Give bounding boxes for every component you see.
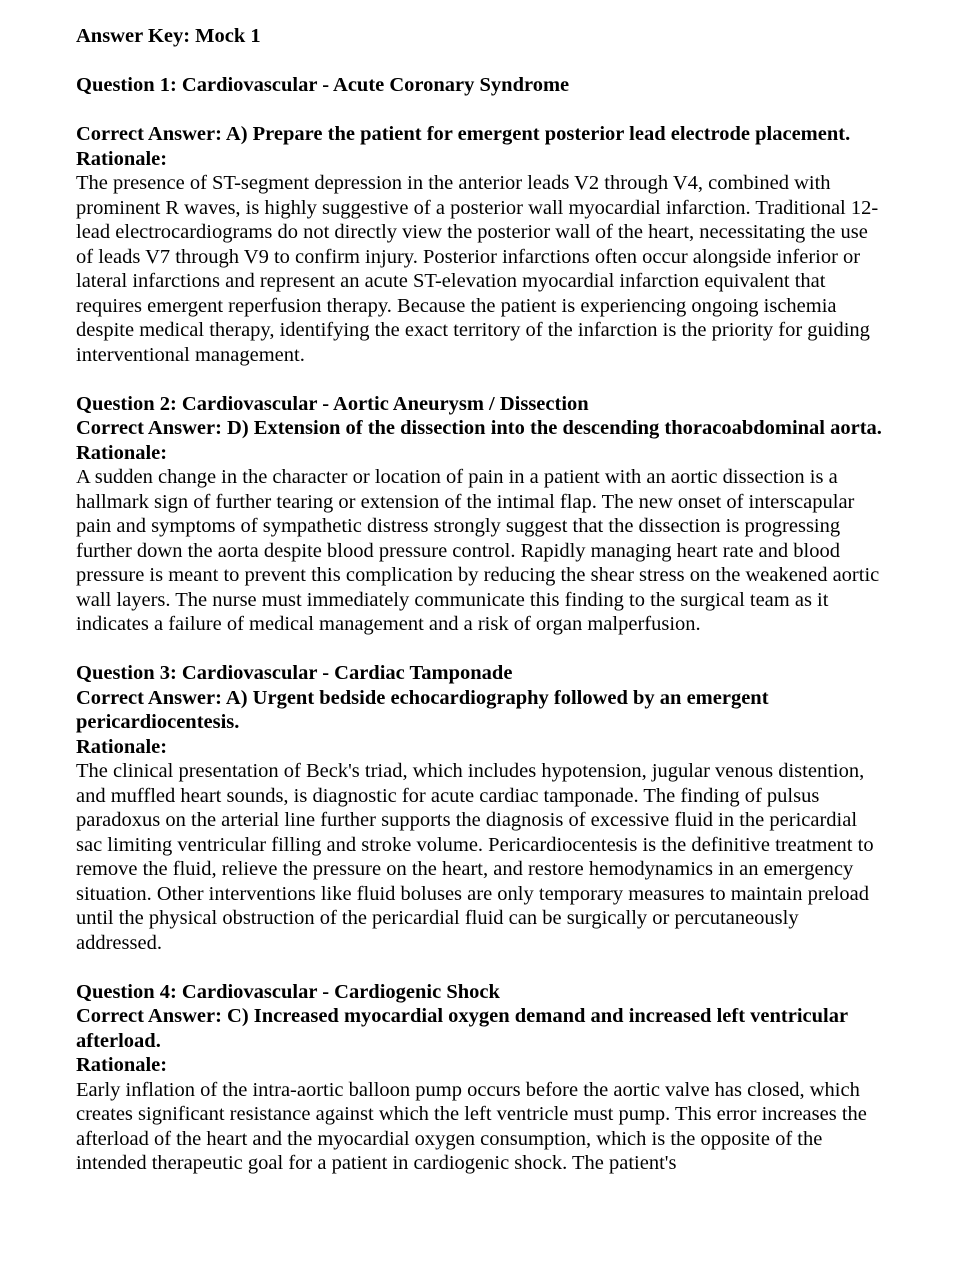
- rationale-text: Early inflation of the intra-aortic balloon pump occurs before the aortic valve has closed, which creates significant resistance against which the left ventricle must pump. This error increases the afterload of the heart and the myocardial oxygen consumption, which is the opposite of the intended therapeutic goal for a patient in cardiogenic shock. The patient's: [76, 1078, 867, 1174]
- question-heading: Question 1: Cardiovascular - Acute Coronary Syndrome: [76, 74, 570, 96]
- question-heading: Question 3: Cardiovascular - Cardiac Tamponade: [76, 662, 513, 684]
- rationale-text: A sudden change in the character or location of pain in a patient with an aortic dissection is a hallmark sign of further tearing or extension of the intimal flap. The new onset of interscapular pain and symptoms of sympathetic distress strongly suggest that the dissection is progressing further down the aorta despite blood pressure control. Rapidly managing heart rate and blood pressure is meant to prevent this complication by reducing the shear stress on the weakened aortic wall layers. The nurse must immediately communicate this finding to the surgical team as it indicates a failure of medical management and a risk of organ malperfusion.: [76, 466, 880, 635]
- correct-answer: Correct Answer: D) Extension of the dissection into the descending thoracoabdominal aorta.: [76, 417, 882, 439]
- question-heading: Question 2: Cardiovascular - Aortic Aneurysm / Dissection: [76, 392, 589, 415]
- question-block-1: [76, 73, 888, 367]
- rationale-text: The presence of ST-segment depression in the anterior leads V2 through V4, combined with prominent R waves, is highly suggestive of a posterior wall myocardial infarction. Traditional 12-lead electrocardiograms do not directly view the posterior wall of the heart, necessitating the use of leads V7 through V9 to confirm injury. Posterior infarctions often occur alongside inferior or lateral infarctions and represent an acute ST-elevation myocardial infarction equivalent that requires emergent reperfusion therapy. Because the patient is experiencing ongoing ischemia despite medical therapy, identifying the exact territory of the infarction is the priority for guiding interventional management.: [76, 172, 879, 366]
- question-block-2: [76, 392, 888, 637]
- rationale-label: Rationale:: [76, 1054, 168, 1076]
- rationale-label: Rationale:: [76, 147, 168, 170]
- document-title: Answer Key: Mock 1: [76, 25, 261, 47]
- rationale-text: The clinical presentation of Beck's triad, which includes hypotension, jugular venous distention, and muffled heart sounds, is diagnostic for acute cardiac tamponade. The finding of pulsus paradoxus on the arterial line further supports the diagnosis of excessive fluid in the pericardial sac limiting ventricular filling and stroke volume. Pericardiocentesis is the definitive treatment to remove the fluid, relieve the pressure on the heart, and restore hemodynamics in an emergency situation. Other interventions like fluid boluses are only temporary measures to maintain preload until the physical obstruction of the pericardial fluid can be surgically or percutaneously addressed.: [76, 760, 874, 954]
- correct-answer: Correct Answer: C) Increased myocardial oxygen demand and increased left ventricular afterload.: [76, 1005, 848, 1052]
- correct-answer: Correct Answer: A) Prepare the patient for emergent posterior lead electrode placement.: [76, 123, 851, 145]
- rationale-label: Rationale:: [76, 441, 168, 464]
- question-block-4: [76, 980, 888, 1176]
- question-heading: Question 4: Cardiovascular - Cardiogenic Shock: [76, 980, 500, 1003]
- rationale-label: Rationale:: [76, 735, 168, 758]
- question-block-3: [76, 661, 888, 955]
- correct-answer: Correct Answer: A) Urgent bedside echocardiography followed by an emergent pericardiocentesis.: [76, 686, 769, 733]
